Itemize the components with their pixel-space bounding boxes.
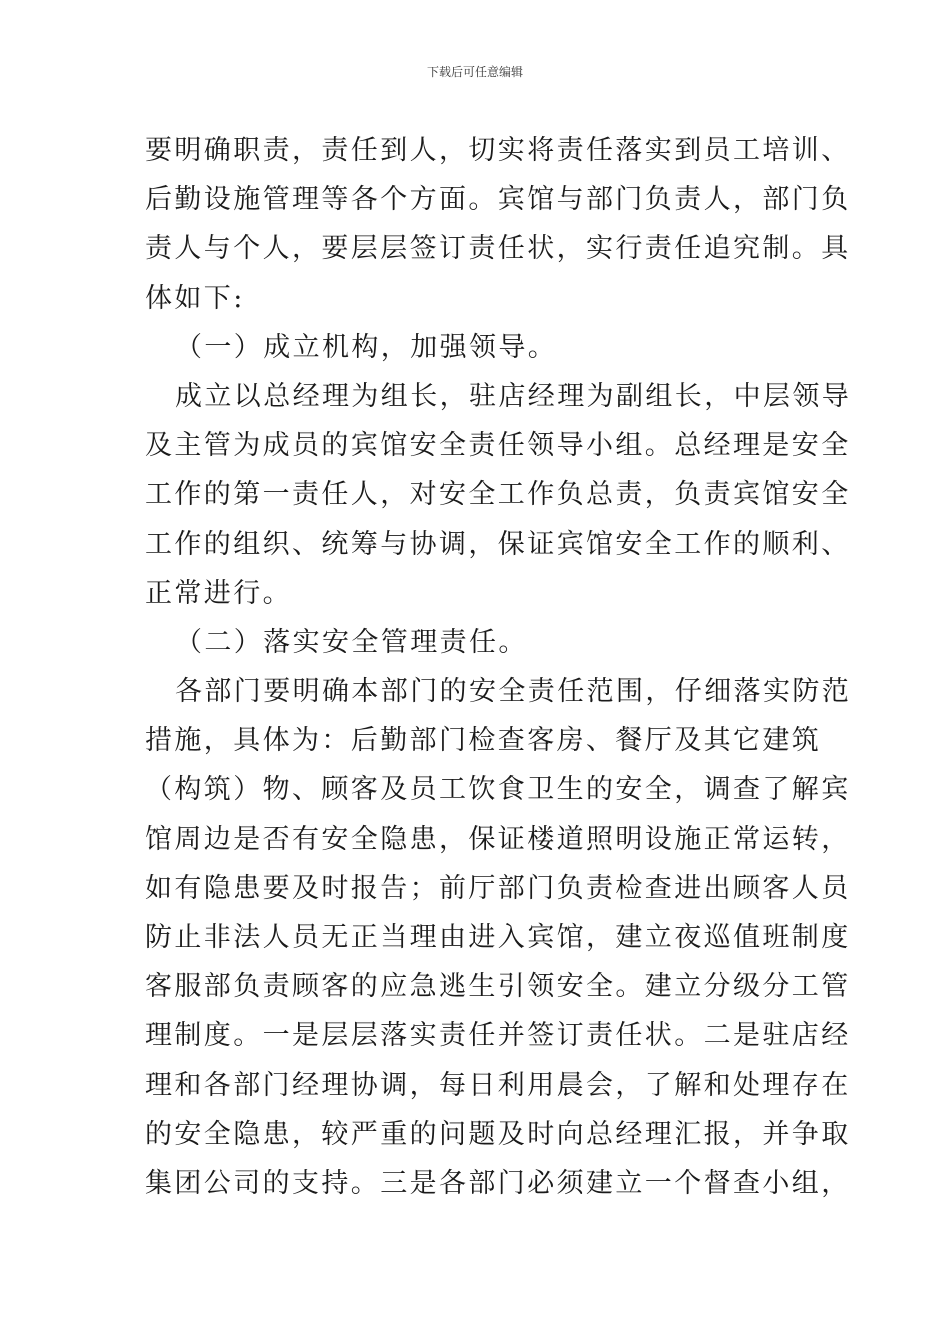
paragraph-start: 各部门要明确本部门的安全责任范围，仔细落实防范 (175, 676, 852, 708)
text-line: 工作的第一责任人，对安全工作负总责，负责宾馆安全 (145, 479, 851, 511)
text-line: 体如下: (145, 282, 245, 314)
text-line: 工作的组织、统筹与协调，保证宾馆安全工作的顺利、 (145, 528, 851, 560)
text-line: 理和各部门经理协调，每日利用晨会，了解和处理存在 (145, 1069, 851, 1101)
text-line: 正常进行。 (145, 577, 292, 609)
text-line: 客服部负责顾客的应急逃生引领安全。建立分级分工管 (145, 971, 851, 1003)
text-line: （构筑）物、顾客及员工饮食卫生的安全，调查了解宾 (145, 774, 851, 806)
text-line: 理制度。一是层层落实责任并签订责任状。二是驻店经 (145, 1020, 851, 1052)
text-line: 的安全隐患，较严重的问题及时向总经理汇报，并争取 (145, 1118, 851, 1150)
text-line: 防止非法人员无正当理由进入宾馆，建立夜巡值班制度 (145, 922, 851, 953)
text-line: 后勤设施管理等各个方面。宾馆与部门负责人，部门负 (145, 184, 851, 216)
text-line: 及主管为成员的宾馆安全责任领导小组。总经理是安全 (145, 430, 851, 462)
text-line: 馆周边是否有安全隐患，保证楼道照明设施正常运转， (145, 823, 851, 855)
text-line: 集团公司的支持。三是各部门必须建立一个督查小组， (145, 1167, 851, 1199)
section-heading-1: （一）成立机构，加强领导。 (175, 331, 558, 363)
paragraph-start: 成立以总经理为组长，驻店经理为副组长，中层领导 (175, 380, 852, 412)
text-line: 如有隐患要及时报告；前厅部门负责检查进出顾客人员 (145, 872, 851, 904)
header-note: 下载后可任意编辑 (426, 65, 523, 79)
text-line: 责人与个人，要层层签订责任状，实行责任追究制。具 (145, 233, 851, 265)
section-heading-2: （二）落实安全管理责任。 (175, 626, 528, 658)
text-line: 要明确职责，责任到人，切实将责任落实到员工培训、 (145, 135, 851, 166)
document-body (145, 126, 852, 1208)
text-line: 措施，具体为：后勤部门检查客房、餐厅及其它建筑 (145, 725, 822, 757)
